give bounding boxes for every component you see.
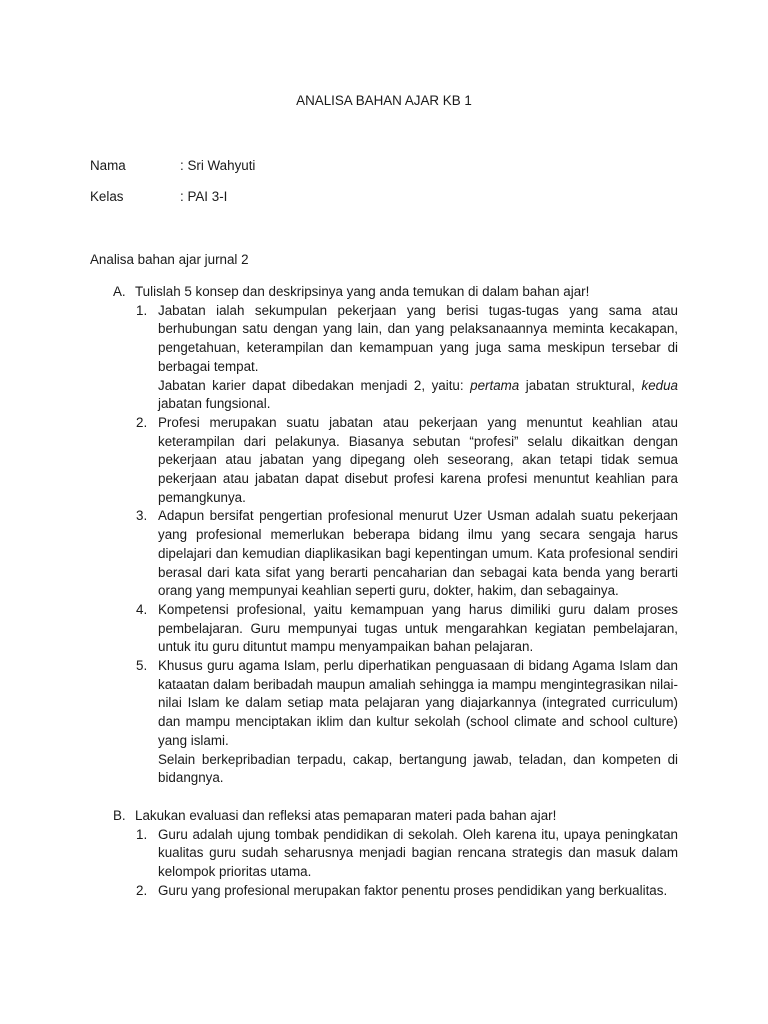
list-item bbox=[90, 302, 678, 414]
list-item-extra bbox=[158, 377, 678, 414]
list-item-text: Guru adalah ujung tombak pendidikan di sekolah. Oleh karena itu, upaya peningkatan kualitas guru sudah seharusnya menjadi bagian rencana strategis dan masuk dalam kelompok prioritas utama. bbox=[158, 826, 678, 880]
section-b-heading-text: Lakukan evaluasi dan refleksi atas pemaparan materi pada bahan ajar! bbox=[135, 808, 557, 823]
extra-emphasis: kedua bbox=[641, 377, 678, 393]
list-item-text: Adapun bersifat pengertian profesional menurut Uzer Usman adalah suatu pekerjaan yang profesional memerlukan beberapa bidang ilmu yang secara sengaja harus dipelajari dan kemudian diaplikasikan bagi kepentingan umum. Kata profesional sendiri berasal dari kata sifat yang berarti pencaharian dan sebagai kata benda yang berarti orang yang mempunyai keahlian seperti guru, dokter, hakim, dan sebagainya. bbox=[158, 508, 678, 599]
field-nama-label: Nama bbox=[90, 158, 126, 173]
list-item-text: Khusus guru agama Islam, perlu diperhatikan penguasaan di bidang Agama Islam dan kataatan dalam beribadah maupun amaliah sehingga ia mampu mengintegrasikan nilai-nilai Islam ke dalam setiap mata pelajaran yang diajarkannya (integrated curriculum) dan mampu menciptakan iklim dan kultur sekolah (school climate and school culture) yang islami. bbox=[158, 658, 678, 748]
section-a-heading bbox=[90, 283, 678, 302]
list-item bbox=[90, 507, 678, 601]
list-item bbox=[90, 882, 678, 901]
list-item-extra: Selain berkepribadian terpadu, cakap, bertangung jawab, teladan, dan kompeten di bidangnya. bbox=[158, 751, 678, 786]
list-item bbox=[90, 601, 678, 657]
section-b-list bbox=[90, 826, 678, 901]
field-nama-value: : Sri Wahyuti bbox=[180, 158, 256, 173]
list-item bbox=[90, 826, 678, 882]
section-b bbox=[90, 807, 678, 901]
list-item-number: 4. bbox=[136, 601, 148, 617]
list-item-number: 5. bbox=[136, 658, 148, 674]
list-item-text: Kompetensi profesional, yaitu kemampuan yang harus dimiliki guru dalam proses pembelajaran. Guru mempunyai tugas untuk mengarahkan kegiatan pembelajaran, untuk itu guru dituntut mampu menyampaikan bahan pelajaran. bbox=[158, 601, 678, 655]
document-title: ANALISA BAHAN AJAR KB 1 bbox=[296, 93, 472, 108]
section-b-letter: B. bbox=[113, 808, 126, 823]
section-a-letter: A. bbox=[113, 284, 126, 299]
list-item-number: 1. bbox=[136, 302, 148, 318]
field-nama bbox=[90, 157, 255, 176]
list-item-number: 1. bbox=[136, 826, 148, 842]
section-a-list bbox=[90, 302, 678, 788]
extra-text: jabatan struktural, bbox=[519, 377, 642, 393]
extra-text: Jabatan karier dapat dibedakan menjadi 2, yaitu: bbox=[158, 377, 471, 393]
list-item bbox=[90, 657, 678, 788]
list-item-number: 2. bbox=[136, 414, 148, 430]
list-item-text: Jabatan ialah sekumpulan pekerjaan yang berisi tugas-tugas yang sama atau berhubungan satu dengan yang lain, dan yang pelaksanaannya meminta kecakapan, pengetahuan, keterampilan dan kemampuan yang juga sama meskipun tersebar di berbagai tempat. bbox=[158, 302, 678, 374]
field-kelas bbox=[90, 188, 227, 207]
section-a-heading-text: Tulislah 5 konsep dan deskripsinya yang anda temukan di dalam bahan ajar! bbox=[135, 284, 590, 299]
list-item-text: Profesi merupakan suatu jabatan atau pekerjaan yang menuntut keahlian atau keterampilan dari pelakunya. Biasanya sebutan “profesi” selalu dikaitkan dengan pekerjaan atau jabatan yang dipegang oleh seseorang, akan tetapi tidak semua pekerjaan atau jabatan dapat disebut profesi karena profesi menuntut keahlian para pemangkunya. bbox=[158, 414, 678, 505]
extra-emphasis: pertama bbox=[470, 377, 520, 393]
section-b-heading bbox=[90, 807, 678, 826]
field-kelas-label: Kelas bbox=[90, 189, 124, 204]
section-a bbox=[90, 283, 678, 788]
list-item bbox=[90, 414, 678, 508]
list-item-number: 2. bbox=[136, 882, 148, 898]
field-kelas-value: : PAI 3-I bbox=[180, 189, 228, 204]
list-item-text: Guru yang profesional merupakan faktor penentu proses pendidikan yang berkualitas. bbox=[158, 882, 668, 898]
section-subtitle: Analisa bahan ajar jurnal 2 bbox=[90, 252, 249, 267]
extra-text: jabatan fungsional. bbox=[158, 396, 271, 412]
list-item-number: 3. bbox=[136, 508, 148, 524]
